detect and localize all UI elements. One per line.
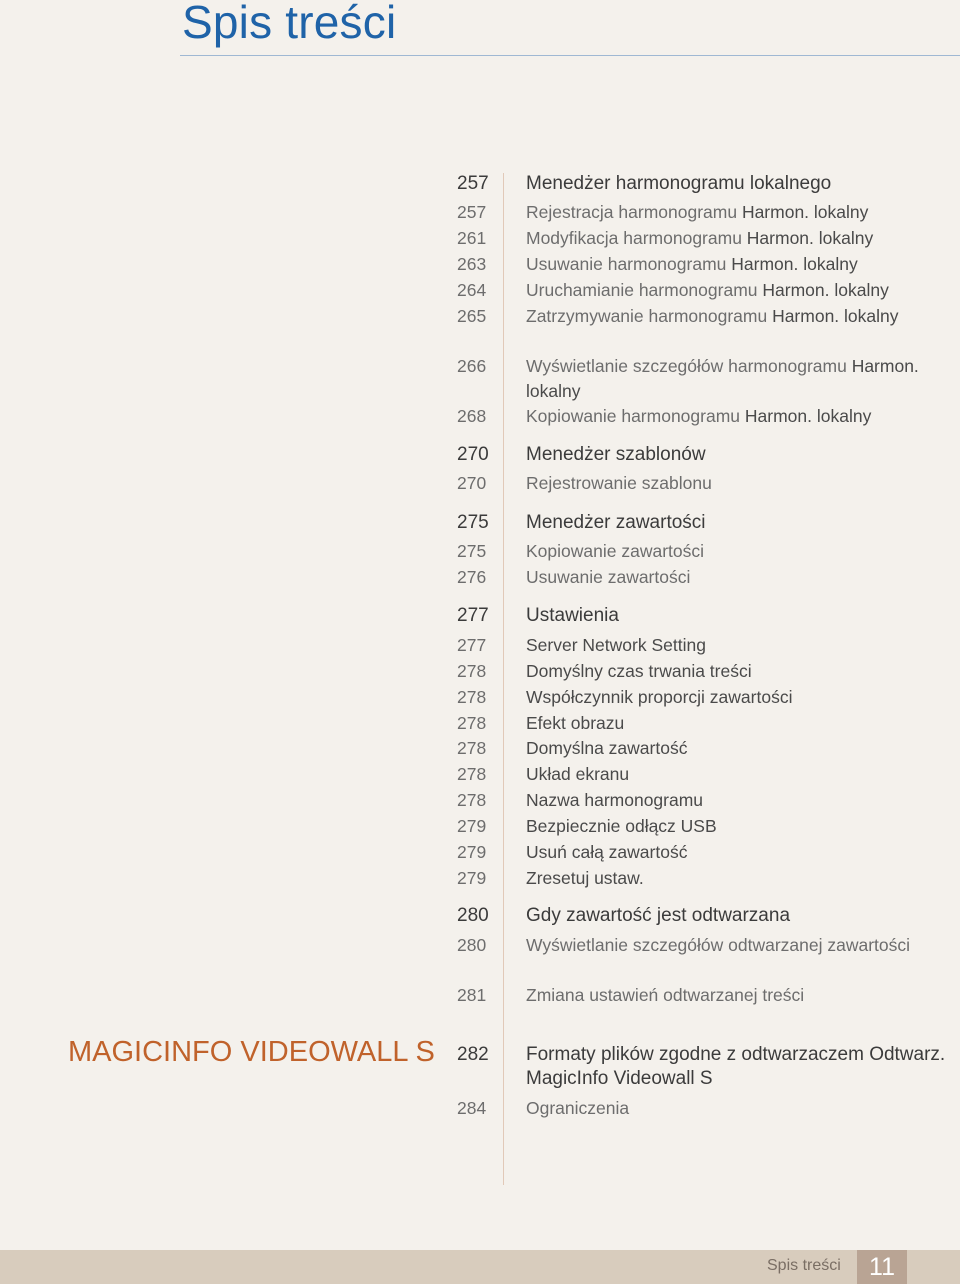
page-number: 11 (857, 1250, 907, 1284)
toc-entry-text: Gdy zawartość jest odtwarzana (526, 905, 791, 926)
page-title: Spis treści (182, 0, 397, 48)
toc-entry-title (526, 565, 946, 590)
toc-entry-title (526, 304, 946, 329)
toc-entry-title (526, 471, 946, 496)
toc-entry-title (526, 840, 946, 865)
toc-page-number: 278 (457, 687, 487, 707)
toc-entry-text: Rejestracja harmonogramu (526, 202, 742, 222)
toc-page-number: 268 (457, 406, 487, 426)
toc-entry-text: Nazwa harmonogramu (526, 790, 704, 810)
toc-entry-emphasis: Harmon. lokalny (741, 202, 869, 222)
toc-page-number: 277 (457, 605, 489, 626)
toc-page-number: 284 (457, 1098, 487, 1118)
toc-entry-title (526, 511, 946, 535)
toc-page-number: 265 (457, 306, 487, 326)
toc-entry-text: Ograniczenia (526, 1098, 630, 1118)
toc-entry-text: Formaty plików zgodne z odtwarzaczem Odtwarz. MagicInfo Videowall S (526, 1044, 946, 1089)
toc-page-number: 279 (457, 868, 487, 888)
toc-entry-text: Zatrzymywanie harmonogramu (526, 306, 773, 326)
toc-entry-title (526, 252, 946, 277)
toc-entry-title (526, 659, 946, 684)
toc-entry-title (526, 814, 946, 839)
toc-entry-text: Wyświetlanie szczegółów harmonogramu (526, 356, 852, 376)
toc-page-number: 257 (457, 173, 489, 194)
toc-page-number: 257 (457, 202, 487, 222)
toc-entry-text: Modyfikacja harmonogramu (526, 228, 747, 248)
toc-entry-text: Zresetuj ustaw. (526, 868, 644, 888)
toc-entry-text: Współczynnik proporcji zawartości (526, 687, 793, 707)
toc-entry-emphasis: Harmon. lokalny (746, 228, 874, 248)
toc-page-number: 263 (457, 254, 487, 274)
toc-entry-emphasis: Harmon. lokalny (762, 280, 889, 300)
toc-entry-emphasis: Harmon. lokalny (731, 254, 858, 274)
toc-page-number: 275 (457, 512, 489, 533)
toc-entry-title (526, 1043, 946, 1091)
toc-entry-text: Domyślna zawartość (526, 738, 688, 758)
toc-page-number: 282 (457, 1044, 489, 1065)
toc-entry-title (526, 788, 946, 813)
toc-entry-text: Kopiowanie harmonogramu (526, 406, 745, 426)
toc-page-number: 270 (457, 444, 489, 465)
toc-entry-text: Zmiana ustawień odtwarzanej treści (526, 985, 805, 1005)
toc-page-number: 279 (457, 816, 487, 836)
toc-entry-title (526, 354, 946, 403)
toc-entry-text: Efekt obrazu (526, 713, 625, 733)
toc-page-number: 278 (457, 738, 487, 758)
toc-entry-title (526, 685, 946, 710)
toc-entry-text: Uruchamianie harmonogramu (526, 280, 763, 300)
toc-entry-text: Kopiowanie zawartości (526, 541, 705, 561)
toc-entry-text: Ustawienia (526, 605, 619, 626)
toc-entry-text: Usuwanie zawartości (526, 567, 691, 587)
toc-page-number: 277 (457, 635, 487, 655)
toc-entry-emphasis: Harmon. lokalny (744, 406, 872, 426)
toc-entry-title (526, 443, 946, 467)
toc-entry-text: Rejestrowanie szablonu (526, 473, 712, 493)
toc-entry-title (526, 711, 946, 736)
toc-entry-text: Usuwanie harmonogramu (526, 254, 732, 274)
toc-entry-text: Domyślny czas trwania treści (526, 661, 752, 681)
toc-entry-title (526, 604, 946, 628)
toc-page-number: 275 (457, 541, 487, 561)
toc-entry-title (526, 1096, 946, 1121)
toc-entry-text: Menedżer harmonogramu lokalnego (526, 173, 832, 194)
toc-entry-title (526, 866, 946, 891)
toc-entry-emphasis: Harmon. lokalny (772, 306, 899, 326)
toc-page-number: 261 (457, 228, 487, 248)
toc-page-number: 281 (457, 985, 487, 1005)
toc-entry-title (526, 404, 946, 429)
toc-entry-title (526, 983, 946, 1008)
toc-entry-text: Menedżer zawartości (526, 512, 706, 533)
toc-entry-text: Wyświetlanie szczegółów odtwarzanej zawartości (526, 935, 911, 955)
toc-entry-title (526, 172, 946, 196)
toc-entry-text: Usuń całą zawartość (526, 842, 688, 862)
toc-entry-title (526, 736, 946, 761)
section-heading: MAGICINFO VIDEOWALL S (68, 1036, 435, 1068)
toc-entry-text: Server Network Setting (526, 635, 706, 655)
toc-page-number: 278 (457, 713, 487, 733)
toc-entry-title (526, 904, 946, 928)
toc-entry-title (526, 933, 946, 958)
toc-entry-emphasis: Harmon. lokalny (526, 356, 919, 401)
toc-entry-text: Menedżer szablonów (526, 444, 706, 465)
toc-entry-title (526, 278, 946, 303)
toc-page-number: 270 (457, 473, 487, 493)
toc-entry-text: Układ ekranu (526, 764, 630, 784)
toc-page-number: 278 (457, 661, 487, 681)
toc-page-number: 266 (457, 356, 487, 376)
toc-page-number: 279 (457, 842, 487, 862)
toc-entry-title (526, 633, 946, 658)
toc-entry-title (526, 762, 946, 787)
toc-page-number: 280 (457, 905, 489, 926)
toc-page-number: 278 (457, 764, 487, 784)
toc-vertical-divider (503, 173, 504, 1185)
toc-entry-title (526, 539, 946, 564)
toc-entry-text: Bezpiecznie odłącz USB (526, 816, 717, 836)
toc-entry-title (526, 200, 946, 225)
title-divider (180, 55, 960, 56)
footer-label: Spis treści (767, 1257, 841, 1274)
toc-page-number: 280 (457, 935, 487, 955)
toc-page-number: 276 (457, 567, 487, 587)
toc-entry-title (526, 226, 946, 251)
toc-page-number: 264 (457, 280, 487, 300)
toc-page-number: 278 (457, 790, 487, 810)
